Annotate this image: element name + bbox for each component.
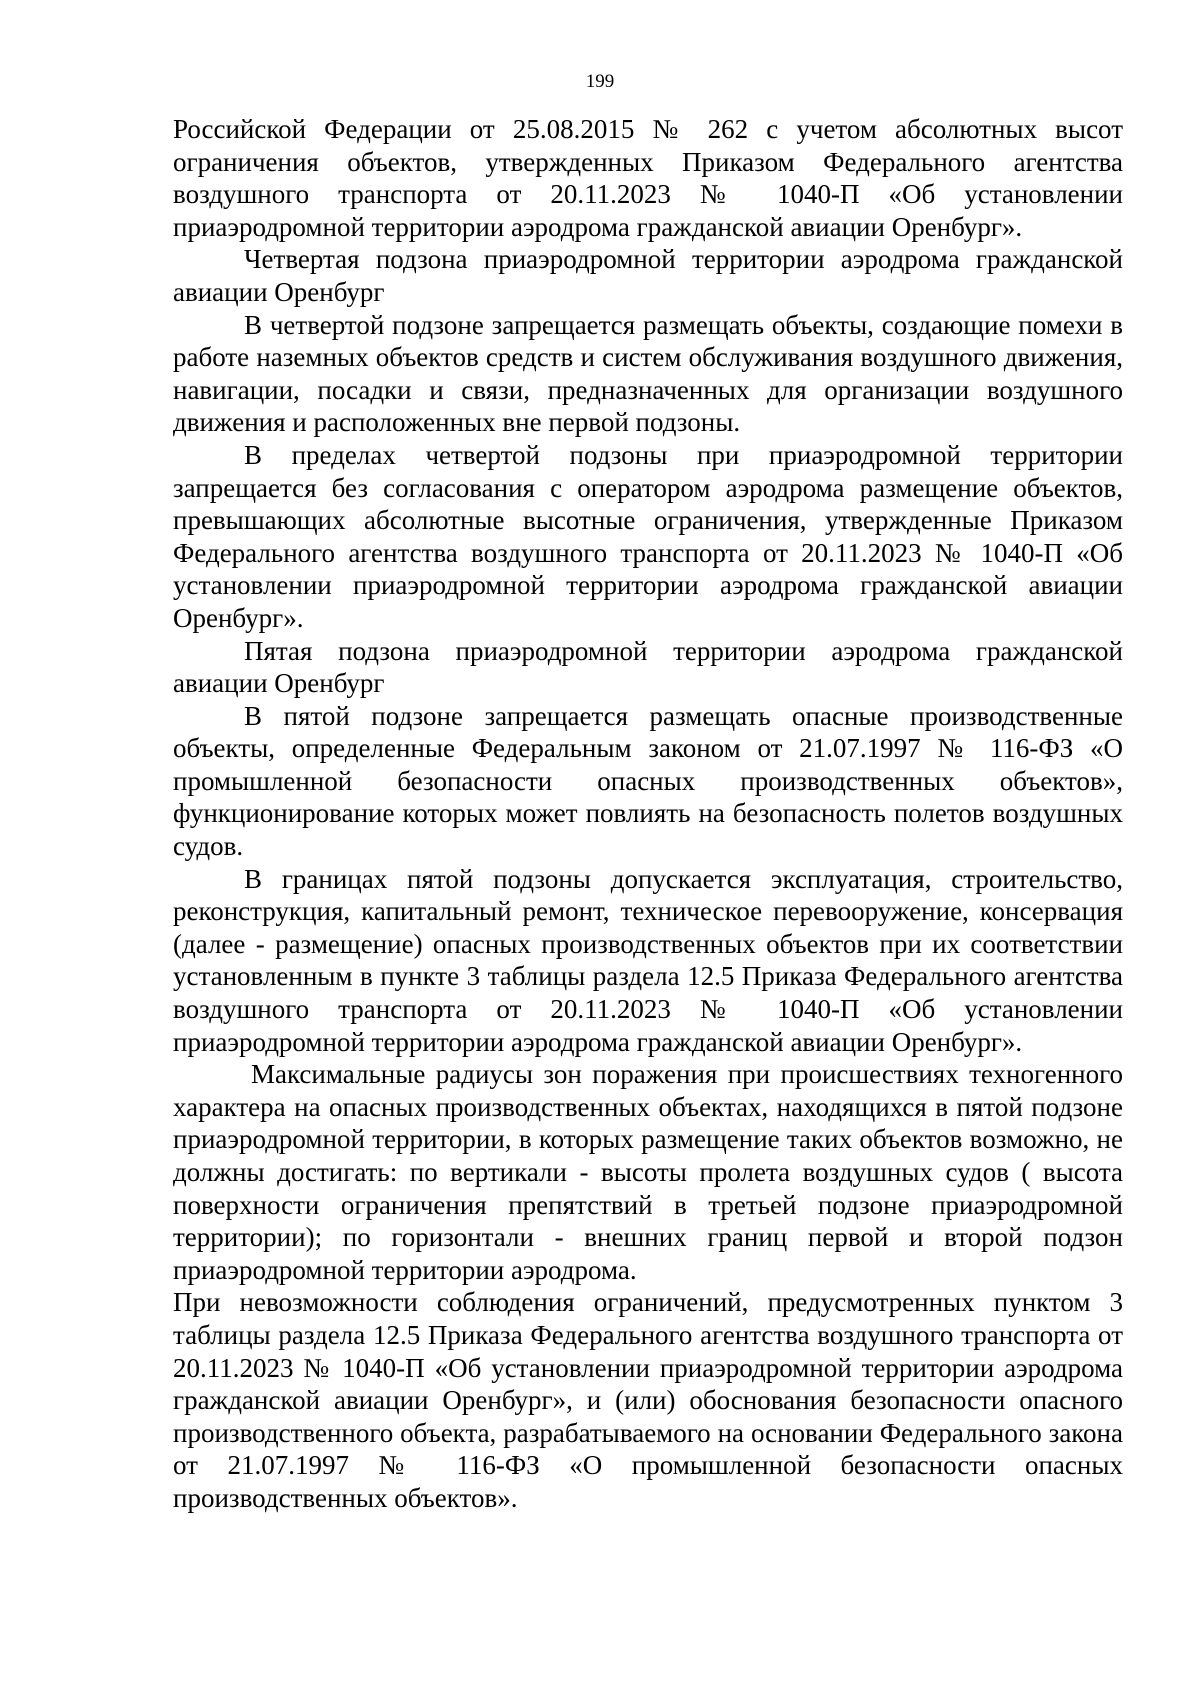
paragraph: В четвертой подзоне запрещается размещать объекты, создающие помехи в работе наземных объектов средств и систем обслуживания воздушного движения, навигации, посадки и связи, предназначенных для организации воздушного движения и расположенных вне первой подзоны.	[173, 309, 1123, 438]
paragraph: При невозможности соблюдения ограничений, предусмотренных пунктом 3 таблицы раздела 12.5 Приказа Федерального агентства воздушного транспорта от 20.11.2023 № 1040-П «Об установлении приаэродромной территории аэродрома гражданской авиации Оренбург», и (или) обоснования безопасности опасного производственного объекта, разрабатываемого на основании Федерального закона от 21.07.1997 № 116-ФЗ «О промышленной безопасности опасных производственных объектов».	[173, 1287, 1123, 1513]
paragraph: Максимальные радиусы зон поражения при происшествиях техногенного характера на опасных производственных объектах, находящихся в пятой подзоне приаэродромной территории, в которых размещение таких объектов возможно, не должны достигать: по вертикали - высоты пролета воздушных судов ( высота поверхности ограничения препятствий в третьей подзоне приаэродромной территории); по горизонтали - внешних границ первой и второй подзон приаэродромной территории аэродрома.	[173, 1059, 1123, 1285]
paragraph-continuation: Российской Федерации от 25.08.2015 № 262 с учетом абсолютных высот ограничения объектов, утвержденных Приказом Федерального агентства воздушного транспорта от 20.11.2023 № 1040-П «Об установлении приаэродромной территории аэродрома гражданской авиации Оренбург».	[173, 114, 1123, 242]
paragraph: В пятой подзоне запрещается размещать опасные производственные объекты, определенные Федеральным законом от 21.07.1997 № 116-ФЗ «О промышленной безопасности опасных производственных объектов», функционирование которых может повлиять на безопасность полетов воздушных судов.	[173, 700, 1123, 862]
paragraph: В границах пятой подзоны допускается эксплуатация, строительство, реконструкция, капитальный ремонт, техническое перевооружение, консервация (далее - размещение) опасных производственных объектов при их соответствии установленным в пункте 3 таблицы раздела 12.5 Приказа Федерального агентства воздушного транспорта от 20.11.2023 № 1040-П «Об установлении приаэродромной территории аэродрома гражданской авиации Оренбург».	[173, 863, 1123, 1057]
subzone-5-heading: Пятая подзона приаэродромной территории аэродрома гражданской авиации Оренбург	[173, 635, 1123, 699]
paragraph: В пределах четвертой подзоны при приаэродромной территории запрещается без согласования с оператором аэродрома размещение объектов, превышающих абсолютные высотные ограничения, утвержденные Приказом Федерального агентства воздушного транспорта от 20.11.2023 № 1040-П «Об установлении приаэродромной территории аэродрома гражданской авиации Оренбург».	[173, 439, 1123, 633]
document-body	[173, 113, 1123, 1515]
subzone-4-heading: Четвертая подзона приаэродромной территории аэродрома гражданской авиации Оренбург	[173, 244, 1123, 307]
page-number: 199	[585, 71, 615, 92]
